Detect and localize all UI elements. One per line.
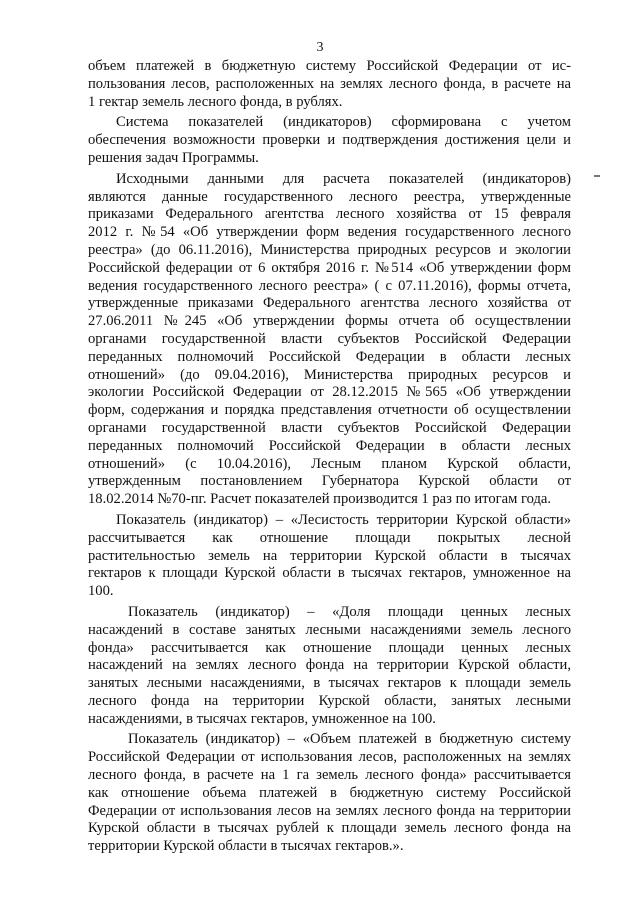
text-line: переданных полномочий Российской Федерации в области лесных [88, 437, 571, 454]
text-line: форм, содержания и порядка представления отчетности об осуществлении [88, 402, 571, 419]
text-line: Курской области в тысячах рублей к площади земель лесного фонда на [88, 820, 571, 837]
text-line: пользования лесов, расположенных на землях лесного фонда, в расчете на [88, 75, 571, 92]
text-line: Российской федерации от 6 октября 2016 г. №514 «Об утверждении форм [88, 259, 571, 276]
page-number: 3 [316, 40, 324, 55]
text-line: насаждений на землях лесного фонда на территории Курской области, [88, 657, 571, 674]
para-6-payments [88, 731, 571, 856]
text-line: насаждениями, в тысячах гектаров, умноженное на 100. [88, 710, 436, 727]
text-line: ведения государственного лесного реестра» ( с 07.11.2016), формы отчета, [88, 277, 571, 294]
text-line: Показатель (индикатор) – «Лесистость территории Курской области» [116, 511, 571, 528]
text-line: занятых лесными насаждениями, в тысячах гектаров к площади земель [88, 675, 571, 692]
text-line: 100. [88, 583, 114, 600]
text-line: решения задач Программы. [88, 149, 259, 166]
text-line: отношений» (с 10.04.2016), Лесным планом Курской области, [88, 455, 571, 472]
text-line: Показатель (индикатор) – «Объем платежей в бюджетную систему [128, 731, 571, 748]
text-line: 2012 г. №54 «Об утверждении форм ведения государственного лесного [88, 224, 571, 241]
text-line: приказами Федерального агентства лесного хозяйства от 15 февраля [88, 206, 571, 223]
document-body [88, 58, 571, 856]
text-line: обеспечения возможности проверки и подтверждения достижения цели и [88, 132, 571, 149]
text-line: экологии Российской Федерации от 28.12.2015 №565 «Об утверждении [88, 384, 571, 401]
margin-mark [594, 175, 600, 177]
text-line: являются данные государственного лесного реестра, утвержденные [88, 188, 571, 205]
para-2-indicator-system [88, 114, 571, 167]
text-line: утвержденным постановлением Губернатора Курской области от [88, 473, 571, 490]
text-line: утвержденные приказами Федерального агентства лесного хозяйства от [88, 295, 571, 312]
text-line: Федерации от использования лесов на землях лесного фонда на территории [88, 802, 571, 819]
text-line: лесного фонда на территории Курской области, занятых лесными [88, 692, 571, 709]
text-line: Российской Федерации от использования лесов, расположенных на землях [88, 749, 571, 766]
text-line: Система показателей (индикаторов) сформирована с учетом [116, 114, 571, 131]
text-line: насаждений в составе занятых лесными насаждениями земель лесного [88, 621, 571, 638]
text-line: 27.06.2011 №245 «Об утверждении формы отчета об осуществлении [88, 313, 571, 330]
para-4-forest-cover [88, 512, 571, 601]
text-line: объем платежей в бюджетную систему Российской Федерации от ис- [88, 58, 571, 74]
text-line: фонда» рассчитывается как отношение площади ценных лесных [88, 639, 571, 656]
para-5-valuable-plantations [88, 604, 571, 729]
text-line: растительностью земель на территории Курской области в тысячах [88, 547, 571, 564]
text-line: органами государственной власти субъектов Российской Федерации [88, 330, 571, 347]
text-line: Показатель (индикатор) – «Доля площади ценных лесных [128, 603, 571, 620]
text-line: лесного фонда, в расчете на 1 га земель лесного фонда» рассчитывается [88, 767, 571, 784]
text-line: отношений» (до 09.04.2016), Министерства природных ресурсов и [88, 366, 571, 383]
text-line: территории Курской области в тысячах гектаров.». [88, 838, 404, 855]
para-3-source-data [88, 171, 571, 509]
text-line: рассчитывается как отношение площади покрытых лесной [88, 529, 571, 546]
text-line: 18.02.2014 №70-пг. Расчет показателей производится 1 раз по итогам года. [88, 491, 552, 508]
text-line: Исходными данными для расчета показателей (индикаторов) [116, 170, 571, 187]
para-1-continuation [88, 58, 571, 111]
text-line: как отношение объема платежей в бюджетную систему Российской [88, 784, 571, 801]
text-line: 1 гектар земель лесного фонда, в рублях. [88, 93, 343, 110]
text-line: реестра» (до 06.11.2016), Министерства природных ресурсов и экологии [88, 241, 571, 258]
text-line: гектаров к площади Курской области в тысячах гектаров, умноженное на [88, 565, 571, 582]
text-line: органами государственной власти субъектов Российской Федерации [88, 419, 571, 436]
text-line: переданных полномочий Российской Федерации в области лесных [88, 348, 571, 365]
